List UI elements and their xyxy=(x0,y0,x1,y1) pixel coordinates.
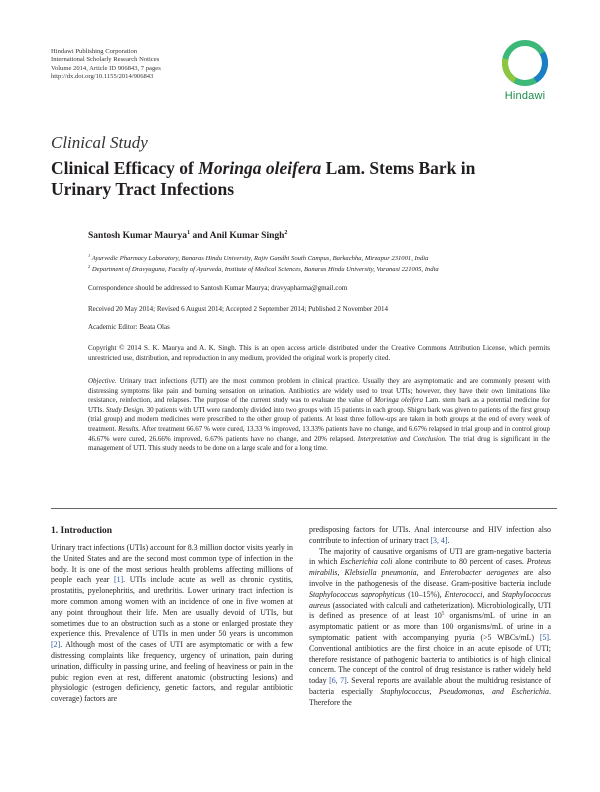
author-affiliation-mark: 1 xyxy=(187,229,191,236)
intro-text: alone contribute to 80 percent of cases. xyxy=(392,557,527,567)
intro-text: organisms/mL of urine in an asymptomatic patient or as more than 100 organisms/mL of urine in a symptomatic patient with accompanying pyuria (>5 WBCs/mL) xyxy=(309,611,551,642)
intro-text: are also involve in the pathogenesis of the disease. Gram-positive bacteria include xyxy=(309,568,551,588)
title-part1: Clinical Efficacy of xyxy=(51,158,199,178)
affiliation xyxy=(88,265,558,274)
abstract-objective-label: Objective. xyxy=(88,377,117,385)
intro-text: , and xyxy=(482,589,502,599)
species-name: Escherichia coli xyxy=(340,557,393,567)
citation-link[interactable]: [6, 7] xyxy=(329,676,347,686)
species-name: Enterococci xyxy=(444,589,483,599)
abstract-objective-tail: Lam. stem bark as a potential medicine for UTIs. xyxy=(88,396,550,414)
abstract-conclusion-text: The trial drug is significant in the management of UTI. This study needs to be done on a large scale and for a long time. xyxy=(88,434,550,453)
left-column xyxy=(51,525,293,705)
publisher: Hindawi Publishing Corporation xyxy=(51,48,138,55)
abstract-results-label: Results. xyxy=(116,424,141,433)
hindawi-logo-icon xyxy=(494,35,556,91)
citation-link[interactable]: [1] xyxy=(113,575,124,585)
article-title xyxy=(51,158,521,200)
intro-text: (associated with calculi and catheterization). Microbiologically, UTI is defined as presence of at least 10 xyxy=(309,600,551,621)
author-name[interactable]: Anil Kumar Singh xyxy=(209,231,285,241)
intro-paragraph-1-continued xyxy=(309,525,551,547)
affiliation-text: Department of Dravyaguna, Faculty of Ayurveda, Institute of Medical Sciences, Banaras Hindu University, Varanasi 221005, India xyxy=(91,266,439,273)
affiliation-number: 2 xyxy=(88,263,91,269)
intro-text: . Conventional antibiotics are the first choice in an acute episode of UTI; therefore resistance of pathogenic bacteria to antibiotics is of high clinical concern. The concept of the control of drug resistance is rather widely held today xyxy=(309,632,551,686)
intro-text: Urinary tract infections (UTIs) account for 8.3 million doctor visits yearly in the United States and are the second most common type of infection in the body. It is one of the most serious health problems affecting millions of people each year xyxy=(51,543,293,585)
author-affiliation-mark: 2 xyxy=(284,229,288,236)
hindawi-logo[interactable] xyxy=(494,35,556,105)
author-list xyxy=(88,231,287,241)
intro-text: . xyxy=(447,535,450,545)
intro-paragraph-2 xyxy=(309,547,551,709)
intro-text: , xyxy=(337,568,345,578)
title-part2: Lam. Stems Bark in Urinary Tract Infections xyxy=(51,158,476,199)
intro-text: (10–15%), xyxy=(405,589,445,599)
abstract-objective-text: Urinary tract infections (UTI) are the most common problem in clinical practice. Usually they are asymptomatic and are commonly present with distressing symptoms like pain and burning sensation on urination. Antibiotics are widely used to treat UTIs; however, they have their own limitations like resistance, reinfection, and relapses. The purpose of the current study was to evaluate the value of xyxy=(88,377,550,405)
journal-info xyxy=(51,48,161,82)
copyright-notice: Copyright © 2014 S. K. Maurya and A. K. Singh. This is an open access article distributed under the Creative Commons Attribution License, which permits unrestricted use, distribution, and reproduction in any medium, provided the original work is properly cited. xyxy=(88,344,550,362)
abstract-design-text: 30 patients with UTI were randomly divided into two groups with 15 patients in each group. Shigru bark was given to patients of the first group (trial group) and modern medicines were prescribed to the other group of patients. At least three follow-ups are taken in both groups at the end of every week of treatment. xyxy=(88,405,550,433)
hindawi-logo-text: Hindawi xyxy=(504,90,546,102)
section-divider xyxy=(51,508,557,509)
intro-text: The majority of causative organisms of UTI are gram-negative bacteria in which xyxy=(309,546,551,567)
species-name: Staphylococcus saprophyticus xyxy=(309,589,406,599)
author-conjunction: and xyxy=(190,231,210,241)
affiliation xyxy=(88,254,558,263)
title-species: Moringa oleifera xyxy=(198,158,322,178)
introduction-heading: 1. Introduction xyxy=(51,526,113,536)
intro-text: , and xyxy=(416,568,441,578)
dates: Received 20 May 2014; Revised 6 August 2014; Accepted 2 September 2014; Published 2 November 2014 xyxy=(88,305,388,313)
right-column xyxy=(309,525,551,709)
intro-text: . UTIs include acute as well as chronic cystitis, prostatitis, pyelonephritis, and urethritis. Lower urinary tract infection is more common among women with an incidence of one in five women at any point throughout their life. Men are usually devoid of UTIs, but sometimes due to an obstruction such as a stone or enlarged prostate they experience this. Prevalence of UTIs in men under 50 years is uncommon xyxy=(51,575,294,639)
abstract xyxy=(88,377,550,454)
affiliation-number: 1 xyxy=(88,252,91,258)
species-name: Staphylococcus aureus xyxy=(309,589,551,610)
abstract-species: Moringa oleifera xyxy=(374,396,424,405)
academic-editor: Academic Editor: Beata Olas xyxy=(88,323,170,331)
citation-link[interactable]: [3, 4] xyxy=(430,535,448,545)
intro-text: . Therefore the xyxy=(309,686,551,707)
species-name: Proteus mirabilis xyxy=(309,557,551,578)
intro-paragraph-1 xyxy=(51,543,293,705)
intro-text: . Several reports are available about the multidrug resistance of bacteria especially xyxy=(309,676,551,696)
correspondence: Correspondence should be addressed to Santosh Kumar Maurya; dravyapharma@gmail.com xyxy=(88,284,348,292)
section-type: Clinical Study xyxy=(51,133,148,152)
citation-link[interactable]: [5] xyxy=(539,632,550,642)
citation-link[interactable]: [2] xyxy=(51,640,61,650)
intro-text: . Although most of the cases of UTI are asymptomatic or with a few distressing complaints like frequency, urgency of urination, pain during urination, difficulty in passing urine, and feeling of heaviness or pain in the pubic region even at rest, different anatomic (obstructing lesions) and physiologic (estrogen deficiency, genetic factors, and regular antibiotic coverage) factors are xyxy=(51,640,293,704)
abstract-conclusion-label: Interpretation and Conclusion. xyxy=(354,434,447,443)
affiliation-text: Ayurvedic Pharmacy Laboratory, Banaras Hindu University, Rajiv Gandhi South Campus, Barkachha, Mirzapur 231001, India xyxy=(91,255,429,262)
doi-link[interactable]: http://dx.doi.org/10.1155/2014/906843 xyxy=(51,73,154,81)
species-name: Klebsiella pneumonia xyxy=(344,568,417,578)
species-name: Enterobacter aerogenes xyxy=(440,568,519,578)
journal-name: International Scholarly Research Notices xyxy=(51,56,160,64)
abstract-design-label: Study Design. xyxy=(104,405,145,414)
exponent: 5 xyxy=(441,611,445,617)
volume-info: Volume 2014, Article ID 906843, 7 pages xyxy=(51,64,161,72)
author-name[interactable]: Santosh Kumar Maurya xyxy=(88,231,188,241)
intro-text: predisposing factors for UTIs. Anal intercourse and HIV infection also contribute to infection of urinary tract xyxy=(309,525,551,545)
abstract-results-text: After treatment 66.67 % were cured, 13.33 % improved, 13.33% patients have no change, and 6.67% relapsed in trial group and in control group 46.67% were cured, 26.66% improved, 6.67% patients have no change, and 20% relapsed. xyxy=(88,424,550,443)
species-name: Staphylococcus, Pseudomonas, and Escherichia xyxy=(380,686,550,696)
